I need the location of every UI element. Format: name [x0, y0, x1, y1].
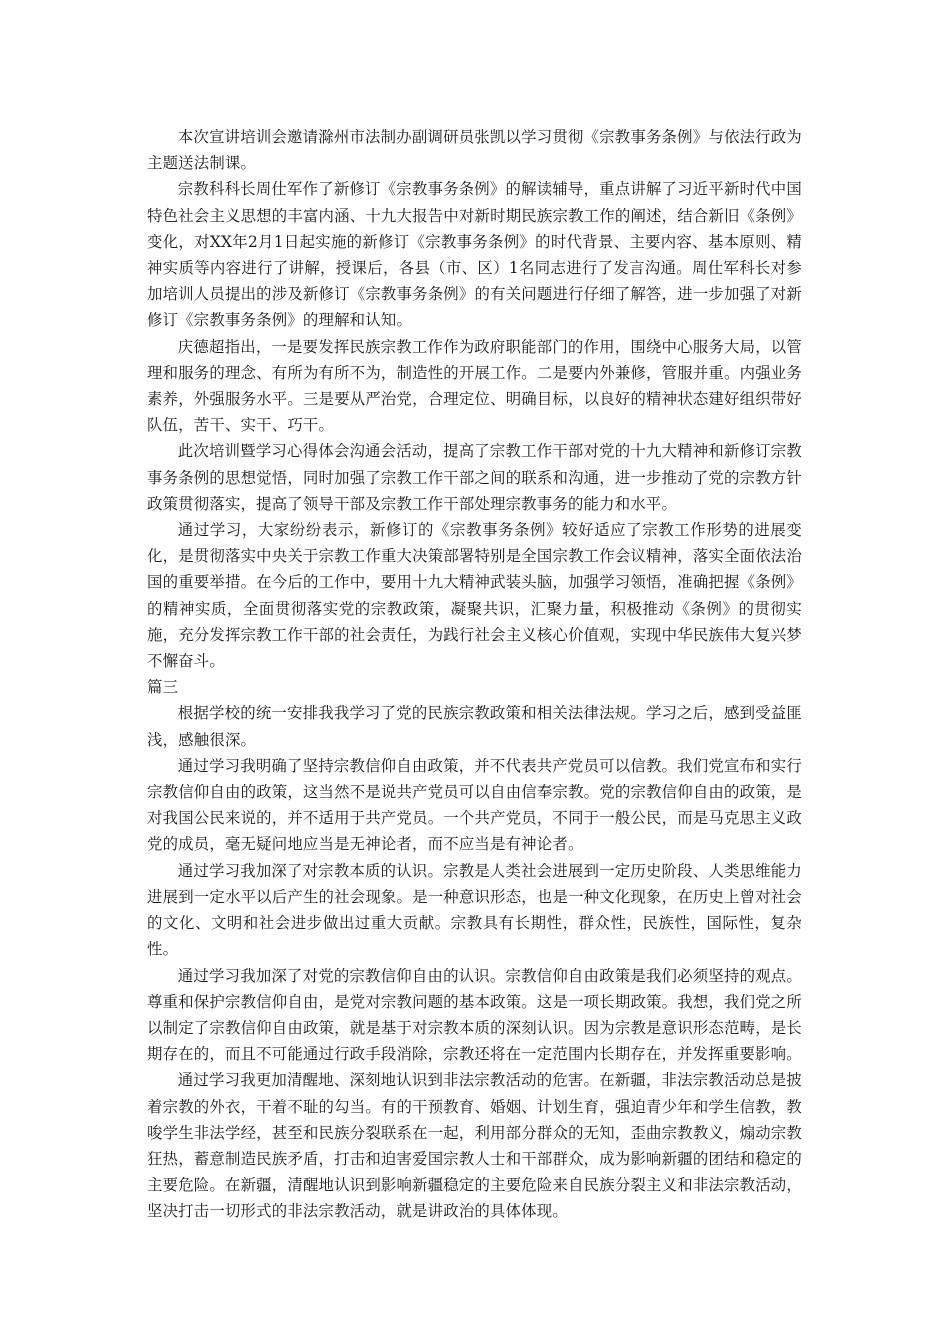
paragraph: 通过学习我加深了对宗教本质的认识。宗教是人类社会进展到一定历史阶段、人类思维能力进展到一定水平以后产生的社会现象。是一种意识形态，也是一种文化现象，在历史上曾对社会的文化、文明和社会进步做出过重大贡献。宗教具有长期性，群众性，民族性，国际性，复杂性。	[147, 861, 802, 959]
section-heading: 篇三	[147, 678, 179, 697]
paragraph: 庆德超指出，一是要发挥民族宗教工作作为政府职能部门的作用，围绕中心服务大局，以管理和服务的理念、有所为有所不为，制造性的开展工作。二是要内外兼修，管服并重。内强业务素养，外强服务水平。三是要从严治党，合理定位、明确目标，以良好的精神状态建好组织带好队伍，苦干、实干、巧干。	[147, 337, 802, 435]
paragraph: 通过学习我更加清醒地、深刻地认识到非法宗教活动的危害。在新疆，非法宗教活动总是披着宗教的外衣，干着不耻的勾当。有的干预教育、婚姻、计划生育，强迫青少年和学生信教，教唆学生非法学经，甚至和民族分裂联系在一起，利用部分群众的无知，歪曲宗教教义，煽动宗教狂热，蓄意制造民族矛盾，打击和迫害爱国宗教人士和干部群众，成为影响新疆的团结和稳定的主要危险。在新疆，清醒地认识到影响新疆稳定的主要危险来自民族分裂主义和非法宗教活动，坚决打击一切形式的非法宗教活动，就是讲政治的具体体现。	[147, 1071, 802, 1221]
document-body	[147, 124, 802, 1225]
paragraph: 通过学习我加深了对党的宗教信仰自由的认识。宗教信仰自由政策是我们必须坚持的观点。尊重和保护宗教信仰自由，是党对宗教问题的基本政策。这是一项长期政策。我想，我们党之所以制定了宗教信仰自由政策，就是基于对宗教本质的深刻认识。因为宗教是意识形态范畴，是长期存在的，而且不可能通过行政手段消除，宗教还将在一定范围内长期存在，并发挥重要影响。	[147, 966, 802, 1064]
paragraph: 通过学习，大家纷纷表示，新修订的《宗教事务条例》较好适应了宗教工作形势的进展变化，是贯彻落实中央关于宗教工作重大决策部署特别是全国宗教工作会议精神，落实全面依法治国的重要举措。在今后的工作中，要用十九大精神武装头脑，加强学习领悟，准确把握《条例》的精神实质，全面贯彻落实党的宗教政策，凝聚共识，汇聚力量，积极推动《条例》的贯彻实施，充分发挥宗教工作干部的社会责任，为践行社会主义核心价值观，实现中华民族伟大复兴梦不懈奋斗。	[147, 521, 802, 671]
paragraph: 通过学习我明确了坚持宗教信仰自由政策，并不代表共产党员可以信教。我们党宣布和实行宗教信仰自由的政策，这当然不是说共产党员可以自由信奉宗教。党的宗教信仰自由的政策，是对我国公民来说的，并不适用于共产党员。一个共产党员，不同于一般公民，而是马克思主义政党的成员，毫无疑问地应当是无神论者，而不应当是有神论者。	[147, 756, 802, 854]
paragraph: 宗教科科长周仕军作了新修订《宗教事务条例》的解读辅导，重点讲解了习近平新时代中国特色社会主义思想的丰富内涵、十九大报告中对新时期民族宗教工作的阐述，结合新旧《条例》变化，对XX年2月1日起实施的新修订《宗教事务条例》的时代背景、主要内容、基本原则、精神实质等内容进行了讲解，授课后，各县（市、区）1名同志进行了发言沟通。周仕军科长对参加培训人员提出的涉及新修订《宗教事务条例》的有关问题进行仔细了解答，进一步加强了对新修订《宗教事务条例》的理解和认知。	[147, 180, 802, 330]
paragraph: 根据学校的统一安排我我学习了党的民族宗教政策和相关法律法规。学习之后，感到受益匪浅，感触很深。	[147, 704, 802, 749]
paragraph: 此次培训暨学习心得体会沟通会活动，提高了宗教工作干部对党的十九大精神和新修订宗教事务条例的思想觉悟，同时加强了宗教工作干部之间的联系和沟通，进一步推动了党的宗教方针政策贯彻落实，提高了领导干部及宗教工作干部处理宗教事务的能力和水平。	[147, 442, 802, 513]
paragraph: 本次宣讲培训会邀请滁州市法制办副调研员张凯以学习贯彻《宗教事务条例》与依法行政为主题送法制课。	[147, 128, 802, 173]
